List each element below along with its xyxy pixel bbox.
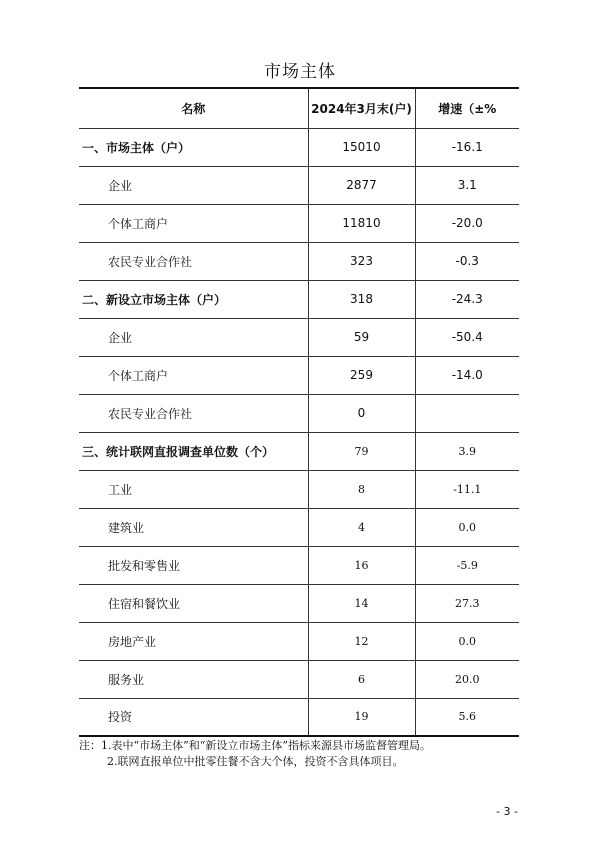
row-growth: -20.0 xyxy=(415,204,519,242)
table-title: 市场主体 xyxy=(264,62,336,82)
row-growth: -50.4 xyxy=(415,318,519,356)
table-row xyxy=(79,280,519,318)
table-row xyxy=(79,242,519,280)
row-value: 4 xyxy=(308,508,415,546)
row-label: 服务业 xyxy=(79,660,308,698)
row-growth: 20.0 xyxy=(415,660,519,698)
table-row xyxy=(79,698,519,736)
row-value: 16 xyxy=(308,546,415,584)
row-value: 14 xyxy=(308,584,415,622)
row-growth: 27.3 xyxy=(415,584,519,622)
row-label: 投资 xyxy=(79,698,308,736)
table-row xyxy=(79,204,519,242)
row-value: 6 xyxy=(308,660,415,698)
note-line-1: 注：1.表中“市场主体”和“新设立市场主体”指标来源县市场监督管理局。 xyxy=(79,739,431,752)
row-label: 二、新设立市场主体（户） xyxy=(79,280,308,318)
table-row xyxy=(79,432,519,470)
row-value: 12 xyxy=(308,622,415,660)
table-header-row xyxy=(79,88,519,128)
row-growth: -24.3 xyxy=(415,280,519,318)
row-growth: -0.3 xyxy=(415,242,519,280)
row-label: 三、统计联网直报调查单位数（个） xyxy=(79,432,308,470)
row-growth: 3.9 xyxy=(415,432,519,470)
row-label: 批发和零售业 xyxy=(79,546,308,584)
page-number: - 3 - xyxy=(496,805,518,818)
row-label: 农民专业合作社 xyxy=(79,394,308,432)
table-row xyxy=(79,660,519,698)
table-row xyxy=(79,508,519,546)
row-value: 323 xyxy=(308,242,415,280)
row-growth: -11.1 xyxy=(415,470,519,508)
row-growth xyxy=(415,394,519,432)
row-value: 318 xyxy=(308,280,415,318)
row-value: 19 xyxy=(308,698,415,736)
header-period: 2024年3月末(户) xyxy=(308,88,415,128)
row-growth: -5.9 xyxy=(415,546,519,584)
row-growth: 0.0 xyxy=(415,508,519,546)
row-label: 工业 xyxy=(79,470,308,508)
row-value: 11810 xyxy=(308,204,415,242)
row-growth: 0.0 xyxy=(415,622,519,660)
row-value: 8 xyxy=(308,470,415,508)
row-label: 住宿和餐饮业 xyxy=(79,584,308,622)
table-row xyxy=(79,470,519,508)
row-label: 企业 xyxy=(79,166,308,204)
row-label: 个体工商户 xyxy=(79,204,308,242)
table-row xyxy=(79,584,519,622)
table-row xyxy=(79,622,519,660)
table-row xyxy=(79,546,519,584)
row-label: 一、市场主体（户） xyxy=(79,128,308,166)
table-row xyxy=(79,318,519,356)
row-label: 个体工商户 xyxy=(79,356,308,394)
row-label: 建筑业 xyxy=(79,508,308,546)
row-value: 59 xyxy=(308,318,415,356)
row-value: 15010 xyxy=(308,128,415,166)
row-label: 企业 xyxy=(79,318,308,356)
row-label: 农民专业合作社 xyxy=(79,242,308,280)
header-growth: 增速（±% xyxy=(415,88,519,128)
row-growth: -16.1 xyxy=(415,128,519,166)
table-row xyxy=(79,128,519,166)
row-growth: 5.6 xyxy=(415,698,519,736)
row-value: 0 xyxy=(308,394,415,432)
market-entity-table xyxy=(79,87,519,737)
header-name: 名称 xyxy=(79,88,308,128)
note-line-2: 2.联网直报单位中批零住餐不含大个体，投资不含具体项目。 xyxy=(107,755,404,768)
row-value: 259 xyxy=(308,356,415,394)
row-growth: -14.0 xyxy=(415,356,519,394)
table-row xyxy=(79,394,519,432)
table-row xyxy=(79,166,519,204)
table-notes xyxy=(79,738,539,770)
row-label: 房地产业 xyxy=(79,622,308,660)
row-value: 2877 xyxy=(308,166,415,204)
row-growth: 3.1 xyxy=(415,166,519,204)
table-row xyxy=(79,356,519,394)
row-value: 79 xyxy=(308,432,415,470)
